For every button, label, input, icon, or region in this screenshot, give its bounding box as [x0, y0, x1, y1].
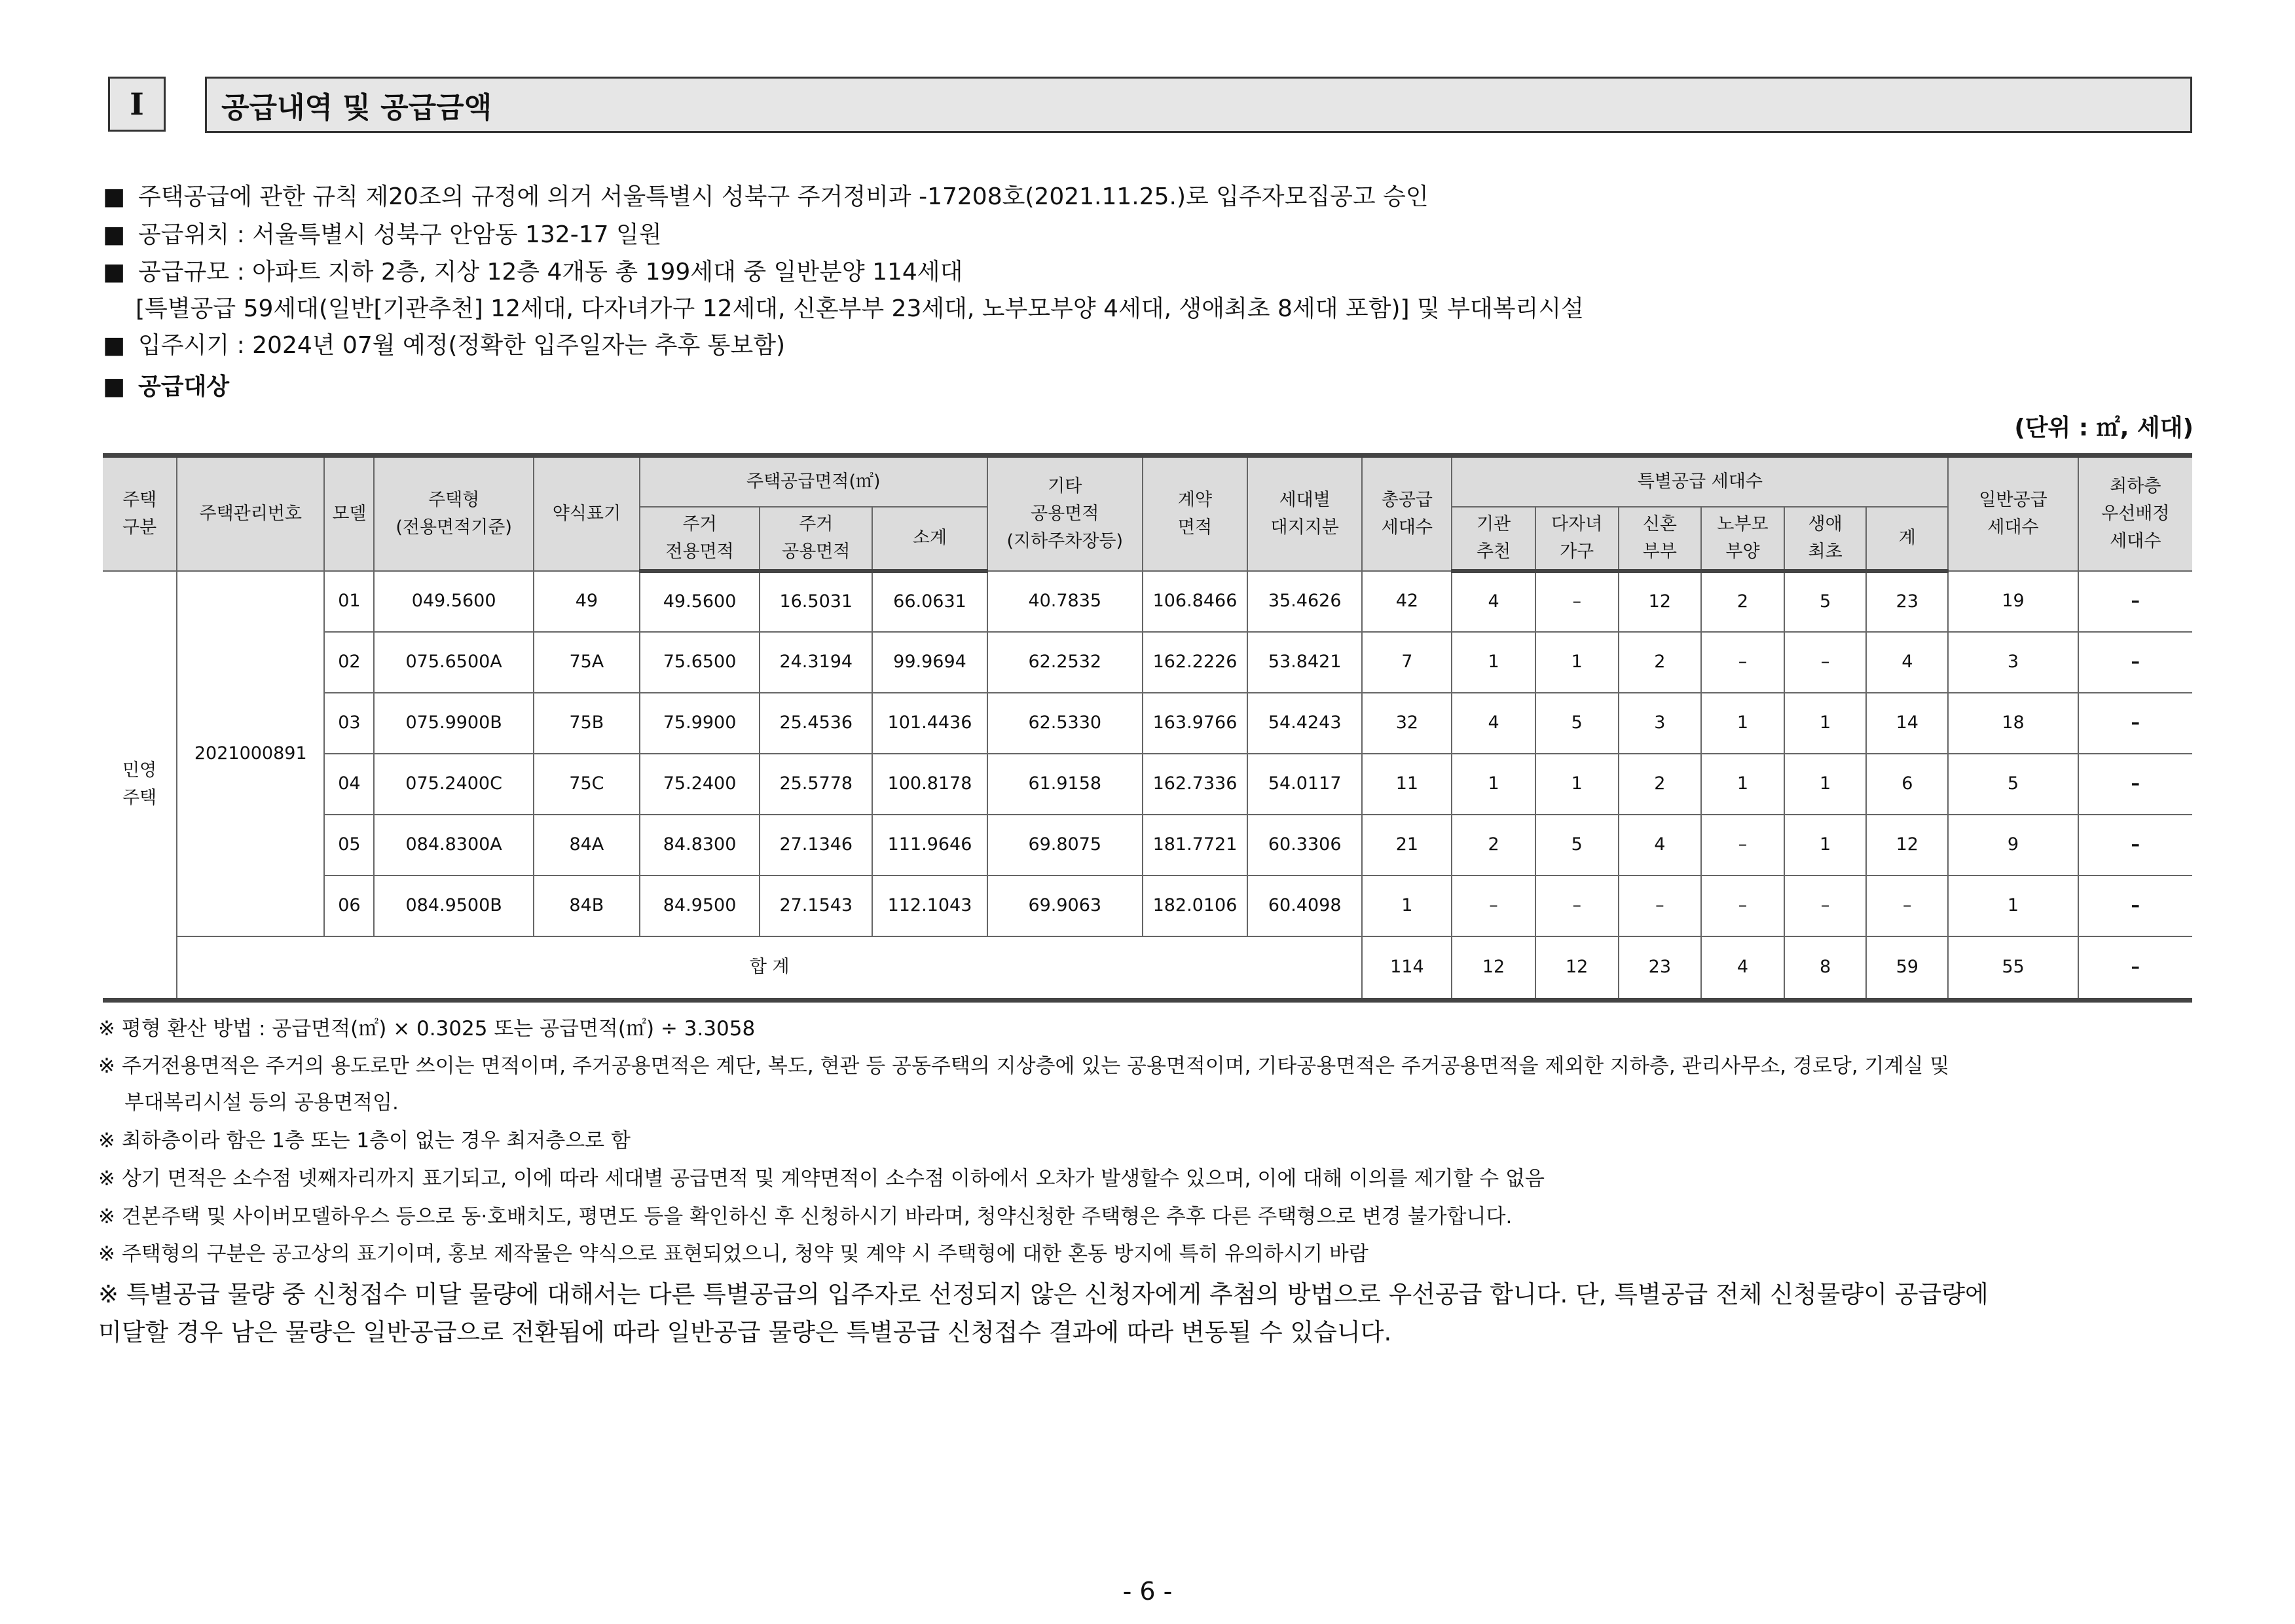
total-label: 합 계	[177, 936, 1362, 1001]
cell-general: 19	[1948, 571, 2078, 632]
header-other-common: 기타 공용면적 (지하주차장등)	[987, 456, 1143, 571]
cell-elder: 1	[1701, 754, 1784, 815]
cell-other: 40.7835	[987, 571, 1143, 632]
table-row	[103, 632, 2192, 693]
cell-model: 05	[324, 815, 374, 876]
cell-multi: 5	[1535, 693, 1619, 754]
total-inst: 12	[1452, 936, 1535, 1001]
cell-common: 27.1346	[760, 815, 872, 876]
cell-newly: 12	[1619, 571, 1701, 632]
cell-subtotal: 99.9694	[872, 632, 987, 693]
cell-total: 21	[1362, 815, 1452, 876]
cell-elder: –	[1701, 815, 1784, 876]
cell-sum: 4	[1866, 632, 1948, 693]
cell-lowest: –	[2078, 876, 2192, 936]
bullet-icon: ■	[103, 332, 126, 359]
cell-total: 7	[1362, 632, 1452, 693]
cell-land: 54.0117	[1247, 754, 1362, 815]
cell-subtotal: 101.4436	[872, 693, 987, 754]
info-move-in	[103, 327, 785, 360]
cell-total: 32	[1362, 693, 1452, 754]
cell-inst: 4	[1452, 571, 1535, 632]
header-land-share: 세대별 대지지분	[1247, 456, 1362, 571]
header-special-supply: 특별공급 세대수	[1452, 456, 1948, 507]
cell-general: 5	[1948, 754, 2078, 815]
cell-common: 24.3194	[760, 632, 872, 693]
cell-land: 35.4626	[1247, 571, 1362, 632]
info-approval	[103, 178, 1429, 212]
header-elder-support: 노부모 부양	[1701, 507, 1784, 571]
cell-contract: 162.7336	[1143, 754, 1247, 815]
cell-exclusive: 75.2400	[640, 754, 760, 815]
note-decimal: ※ 상기 면적은 소수점 넷째자리까지 표기되고, 이에 따라 세대별 공급면적 및 계약면적이 소수점 이하에서 오차가 발생할수 있으며, 이에 대해 이의를 제기할 수 없음	[98, 1167, 1545, 1190]
header-model: 모델	[324, 456, 374, 571]
cell-lowest: –	[2078, 754, 2192, 815]
info-scale	[103, 253, 963, 287]
header-supply-area: 주택공급면적(㎡)	[640, 456, 987, 507]
cell-general: 18	[1948, 693, 2078, 754]
cell-model: 02	[324, 632, 374, 693]
cell-model: 03	[324, 693, 374, 754]
total-sum: 59	[1866, 936, 1948, 1001]
total-newly: 23	[1619, 936, 1701, 1001]
cell-exclusive: 75.9900	[640, 693, 760, 754]
cell-newly: –	[1619, 876, 1701, 936]
cell-type: 075.6500A	[374, 632, 533, 693]
cell-sum: 6	[1866, 754, 1948, 815]
cell-sum: –	[1866, 876, 1948, 936]
cell-first: 1	[1784, 754, 1866, 815]
table-row	[103, 876, 2192, 936]
cell-exclusive: 49.5600	[640, 571, 760, 632]
cell-land: 54.4243	[1247, 693, 1362, 754]
cell-exclusive: 84.8300	[640, 815, 760, 876]
cell-abbr: 75A	[534, 632, 640, 693]
header-general-supply: 일반공급 세대수	[1948, 456, 2078, 571]
cell-model: 01	[324, 571, 374, 632]
supply-table	[103, 453, 2192, 1003]
info-text: 공급위치 : 서울특별시 성북구 안암동 132-17 일원	[138, 221, 662, 248]
note-lowest-floor: ※ 최하층이라 함은 1층 또는 1층이 없는 경우 최저층으로 함	[98, 1129, 631, 1153]
cell-land: 60.4098	[1247, 876, 1362, 936]
header-housing-type: 주택 구분	[103, 456, 177, 571]
cell-common: 27.1543	[760, 876, 872, 936]
note-area-definition: ※ 주거전용면적은 주거의 용도로만 쓰이는 면적이며, 주거공용면적은 계단, 복도, 현관 등 공동주택의 지상층에 있는 공용면적이며, 기타공용면적은 주거공용면적을 제외한 지하층, 관리사무소, 경로당, 기계실 및	[98, 1054, 1950, 1078]
mgmt-no-cell: 2021000891	[177, 571, 324, 936]
bullet-icon: ■	[103, 183, 126, 210]
info-target	[103, 368, 229, 401]
cell-total: 11	[1362, 754, 1452, 815]
cell-contract: 163.9766	[1143, 693, 1247, 754]
header-exclusive-area: 주거 전용면적	[640, 507, 760, 571]
cell-first: –	[1784, 876, 1866, 936]
cell-inst: –	[1452, 876, 1535, 936]
cell-elder: 2	[1701, 571, 1784, 632]
cell-inst: 2	[1452, 815, 1535, 876]
cell-multi: –	[1535, 571, 1619, 632]
note-conversion: ※ 평형 환산 방법 : 공급면적(㎡) × 0.3025 또는 공급면적(㎡) ÷ 3.3058	[98, 1017, 756, 1041]
cell-multi: 5	[1535, 815, 1619, 876]
section-title: 공급내역 및 공급금액	[205, 77, 2192, 133]
cell-land: 60.3306	[1247, 815, 1362, 876]
cell-land: 53.8421	[1247, 632, 1362, 693]
info-special-detail: [특별공급 59세대(일반[기관추천] 12세대, 다자녀가구 12세대, 신혼부부 23세대, 노부모부양 4세대, 생애최초 8세대 포함)] 및 부대복리시설	[136, 295, 1584, 322]
cell-general: 9	[1948, 815, 2078, 876]
cell-contract: 106.8466	[1143, 571, 1247, 632]
cell-multi: 1	[1535, 754, 1619, 815]
info-text: 공급규모 : 아파트 지하 2층, 지상 12층 4개동 총 199세대 중 일반분양 114세대	[138, 259, 963, 286]
header-total-supply: 총공급 세대수	[1362, 456, 1452, 571]
cell-inst: 1	[1452, 632, 1535, 693]
table-row	[103, 693, 2192, 754]
header-multi-child: 다자녀 가구	[1535, 507, 1619, 571]
cell-exclusive: 75.6500	[640, 632, 760, 693]
cell-model: 06	[324, 876, 374, 936]
cell-first: 1	[1784, 693, 1866, 754]
cell-subtotal: 111.9646	[872, 815, 987, 876]
cell-abbr: 84A	[534, 815, 640, 876]
cell-total: 42	[1362, 571, 1452, 632]
cell-general: 3	[1948, 632, 2078, 693]
cell-sum: 12	[1866, 815, 1948, 876]
cell-common: 25.5778	[760, 754, 872, 815]
cell-newly: 4	[1619, 815, 1701, 876]
cell-contract: 162.2226	[1143, 632, 1247, 693]
cell-first: –	[1784, 632, 1866, 693]
note-housing-type: ※ 주택형의 구분은 공고상의 표기이며, 홍보 제작물은 약식으로 표현되었으니, 청약 및 계약 시 주택형에 대한 혼동 방지에 특히 유의하시기 바람	[98, 1242, 1368, 1266]
cell-exclusive: 84.9500	[640, 876, 760, 936]
cell-type: 084.8300A	[374, 815, 533, 876]
info-location	[103, 216, 662, 249]
total-general: 55	[1948, 936, 2078, 1001]
cell-model: 04	[324, 754, 374, 815]
section-number: I	[108, 77, 166, 132]
cell-sum: 23	[1866, 571, 1948, 632]
cell-abbr: 49	[534, 571, 640, 632]
header-unit-type: 주택형 (전용면적기준)	[374, 456, 533, 571]
header-abbr: 약식표기	[534, 456, 640, 571]
cell-inst: 1	[1452, 754, 1535, 815]
cell-sum: 14	[1866, 693, 1948, 754]
house-type-cell: 민영 주택	[103, 571, 177, 1001]
cell-other: 69.9063	[987, 876, 1143, 936]
cell-first: 5	[1784, 571, 1866, 632]
cell-abbr: 75B	[534, 693, 640, 754]
cell-elder: –	[1701, 632, 1784, 693]
page-number: - 6 -	[1122, 1577, 1173, 1606]
cell-other: 61.9158	[987, 754, 1143, 815]
bullet-icon: ■	[103, 259, 126, 286]
note-model-house: ※ 견본주택 및 사이버모델하우스 등으로 동·호배치도, 평면도 등을 확인하신 후 신청하시기 바라며, 청약신청한 주택형은 추후 다른 주택형으로 변경 불가합니다.	[98, 1205, 1513, 1228]
info-text: 공급대상	[138, 373, 230, 400]
cell-newly: 3	[1619, 693, 1701, 754]
cell-contract: 181.7721	[1143, 815, 1247, 876]
cell-lowest: –	[2078, 571, 2192, 632]
bullet-icon: ■	[103, 373, 126, 400]
cell-type: 075.9900B	[374, 693, 533, 754]
cell-common: 25.4536	[760, 693, 872, 754]
cell-total: 1	[1362, 876, 1452, 936]
cell-other: 62.2532	[987, 632, 1143, 693]
total-multi: 12	[1535, 936, 1619, 1001]
unit-label: (단위 : ㎡, 세대)	[2014, 415, 2194, 441]
cell-contract: 182.0106	[1143, 876, 1247, 936]
header-contract-area: 계약 면적	[1143, 456, 1247, 571]
note-special-supply-cont: 미달할 경우 남은 물량은 일반공급으로 전환됨에 따라 일반공급 물량은 특별공급 신청접수 결과에 따라 변동될 수 있습니다.	[98, 1318, 1392, 1346]
header-common-area: 주거 공용면적	[760, 507, 872, 571]
cell-lowest: –	[2078, 815, 2192, 876]
cell-lowest: –	[2078, 632, 2192, 693]
cell-type: 075.2400C	[374, 754, 533, 815]
cell-common: 16.5031	[760, 571, 872, 632]
cell-general: 1	[1948, 876, 2078, 936]
cell-subtotal: 112.1043	[872, 876, 987, 936]
cell-abbr: 75C	[534, 754, 640, 815]
cell-type: 084.9500B	[374, 876, 533, 936]
note-area-definition-cont: 부대복리시설 등의 공용면적임.	[124, 1091, 399, 1115]
total-row	[103, 936, 2192, 1001]
cell-multi: 1	[1535, 632, 1619, 693]
cell-subtotal: 66.0631	[872, 571, 987, 632]
cell-other: 62.5330	[987, 693, 1143, 754]
cell-newly: 2	[1619, 754, 1701, 815]
total-lowest: –	[2078, 936, 2192, 1001]
cell-elder: –	[1701, 876, 1784, 936]
info-text: 입주시기 : 2024년 07월 예정(정확한 입주일자는 추후 통보함)	[138, 332, 786, 359]
total-supply: 114	[1362, 936, 1452, 1001]
cell-abbr: 84B	[534, 876, 640, 936]
info-text: 주택공급에 관한 규칙 제20조의 규정에 의거 서울특별시 성북구 주거정비과 -17208호(2021.11.25.)로 입주자모집공고 승인	[138, 183, 1429, 210]
table-row	[103, 815, 2192, 876]
header-lowest-floor: 최하층 우선배정 세대수	[2078, 456, 2192, 571]
cell-multi: –	[1535, 876, 1619, 936]
table-row	[103, 571, 2192, 632]
cell-type: 049.5600	[374, 571, 533, 632]
header-subtotal: 소계	[872, 507, 987, 571]
cell-subtotal: 100.8178	[872, 754, 987, 815]
table-row	[103, 754, 2192, 815]
header-mgmt-no: 주택관리번호	[177, 456, 324, 571]
cell-elder: 1	[1701, 693, 1784, 754]
cell-inst: 4	[1452, 693, 1535, 754]
note-special-supply: ※ 특별공급 물량 중 신청접수 미달 물량에 대해서는 다른 특별공급의 입주자로 선정되지 않은 신청자에게 추첨의 방법으로 우선공급 합니다. 단, 특별공급 전체 신청물량이 공급량에	[98, 1280, 1989, 1308]
header-newlywed: 신혼 부부	[1619, 507, 1701, 571]
cell-lowest: –	[2078, 693, 2192, 754]
total-first: 8	[1784, 936, 1866, 1001]
total-elder: 4	[1701, 936, 1784, 1001]
header-institution: 기관 추천	[1452, 507, 1535, 571]
bullet-icon: ■	[103, 221, 126, 248]
cell-other: 69.8075	[987, 815, 1143, 876]
cell-first: 1	[1784, 815, 1866, 876]
header-first-time: 생애 최초	[1784, 507, 1866, 571]
header-special-sum: 계	[1866, 507, 1948, 571]
cell-newly: 2	[1619, 632, 1701, 693]
